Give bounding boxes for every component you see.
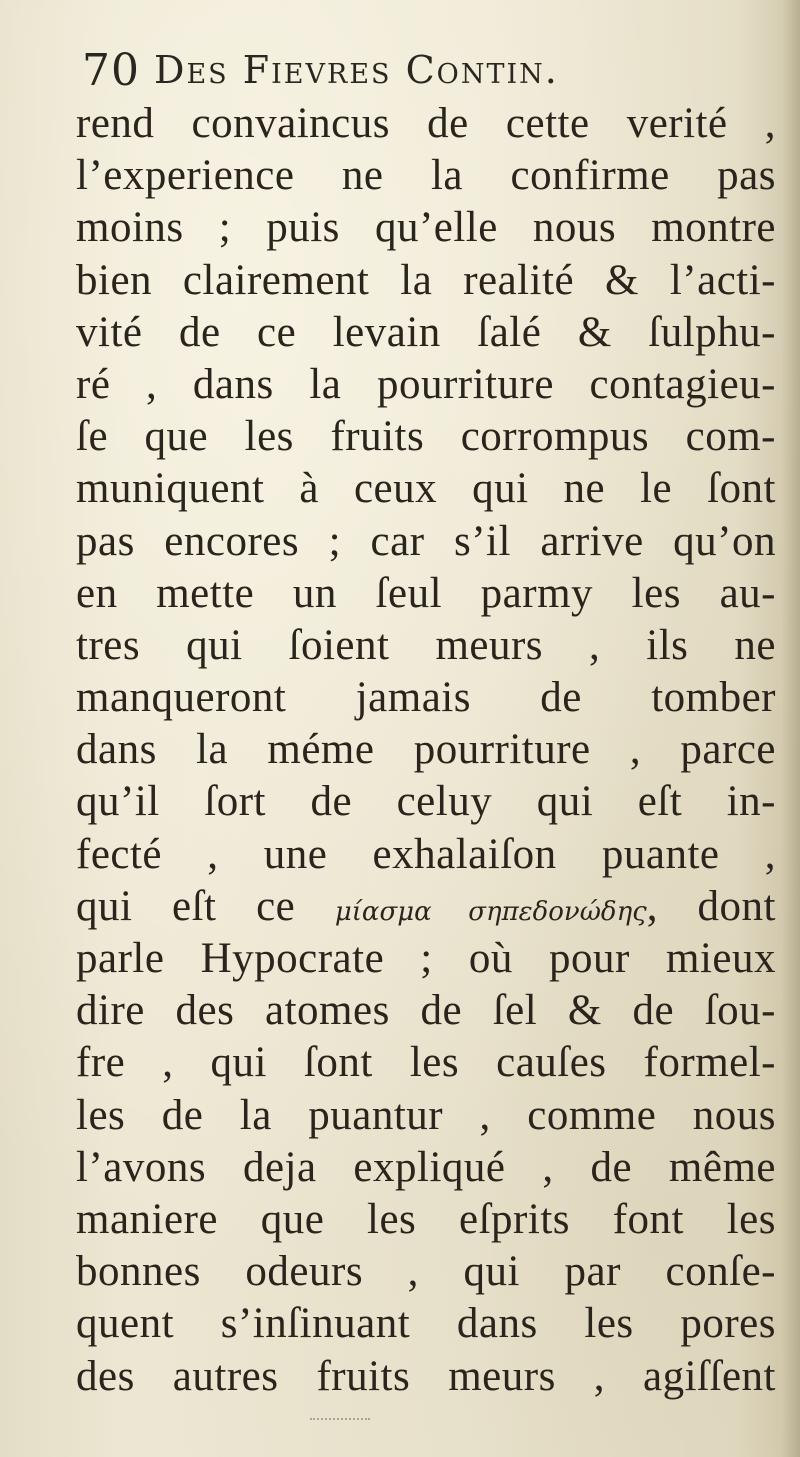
greek-phrase: μίασμα σηπεδονώδης: [334, 896, 647, 927]
text-line: bien clairement la realité & l’acti-: [76, 256, 776, 304]
body-text: [76, 98, 776, 1403]
page-header: [82, 40, 772, 100]
ink-smudge: [310, 1408, 370, 1420]
text-line: dire des atomes de ſel & de ſou-: [76, 987, 776, 1035]
text-line: ſe que les fruits corrompus com-: [76, 413, 776, 461]
text-line: rend convaincus de cette verité ,: [76, 100, 776, 147]
text-line: moins ; puis qu’elle nous montre: [76, 204, 776, 252]
text-line: l’experience ne la confirme pas: [76, 152, 776, 200]
text-line: dans la méme pourriture , parce: [76, 726, 776, 774]
page-gutter-shadow: [782, 0, 800, 1457]
running-title: Des Fievres Contin.: [154, 48, 559, 92]
text-line: tres qui ſoient meurs , ils ne: [76, 621, 776, 669]
text-line: manqueront jamais de tomber: [76, 674, 776, 722]
text-line: les de la puantur , comme nous: [76, 1091, 776, 1139]
text-line: ré , dans la pourriture contagieu-: [76, 360, 776, 408]
text-line: bonnes odeurs , qui par conſe-: [76, 1248, 776, 1296]
page-number: 70: [82, 44, 140, 96]
text-line: l’avons deja expliqué , de même: [76, 1143, 776, 1191]
text-line: pas encores ; car s’il arrive qu’on: [76, 517, 776, 565]
text-line: maniere que les eſprits font les: [76, 1195, 776, 1243]
text-line: vité de ce levain ſalé & ſulphu-: [76, 308, 776, 356]
text-line: quent s’inſinuant dans les pores: [76, 1300, 776, 1348]
text-line: fecté , une exhalaiſon puante ,: [76, 830, 776, 878]
line-text-end: , dont: [646, 882, 776, 930]
text-line: fre , qui ſont les cauſes formel-: [76, 1039, 776, 1087]
text-line: muniquent à ceux qui ne le ſont: [76, 465, 776, 513]
text-line: des autres fruits meurs , agiſſent: [76, 1352, 776, 1400]
text-line-with-greek: [76, 881, 776, 933]
text-line: parle Hypocrate ; où pour mieux: [76, 935, 776, 982]
line-text-start: qui eſt ce: [76, 882, 296, 930]
text-line: qu’il ſort de celuy qui eſt in-: [76, 778, 776, 826]
text-line: en mette un ſeul parmy les au-: [76, 569, 776, 617]
